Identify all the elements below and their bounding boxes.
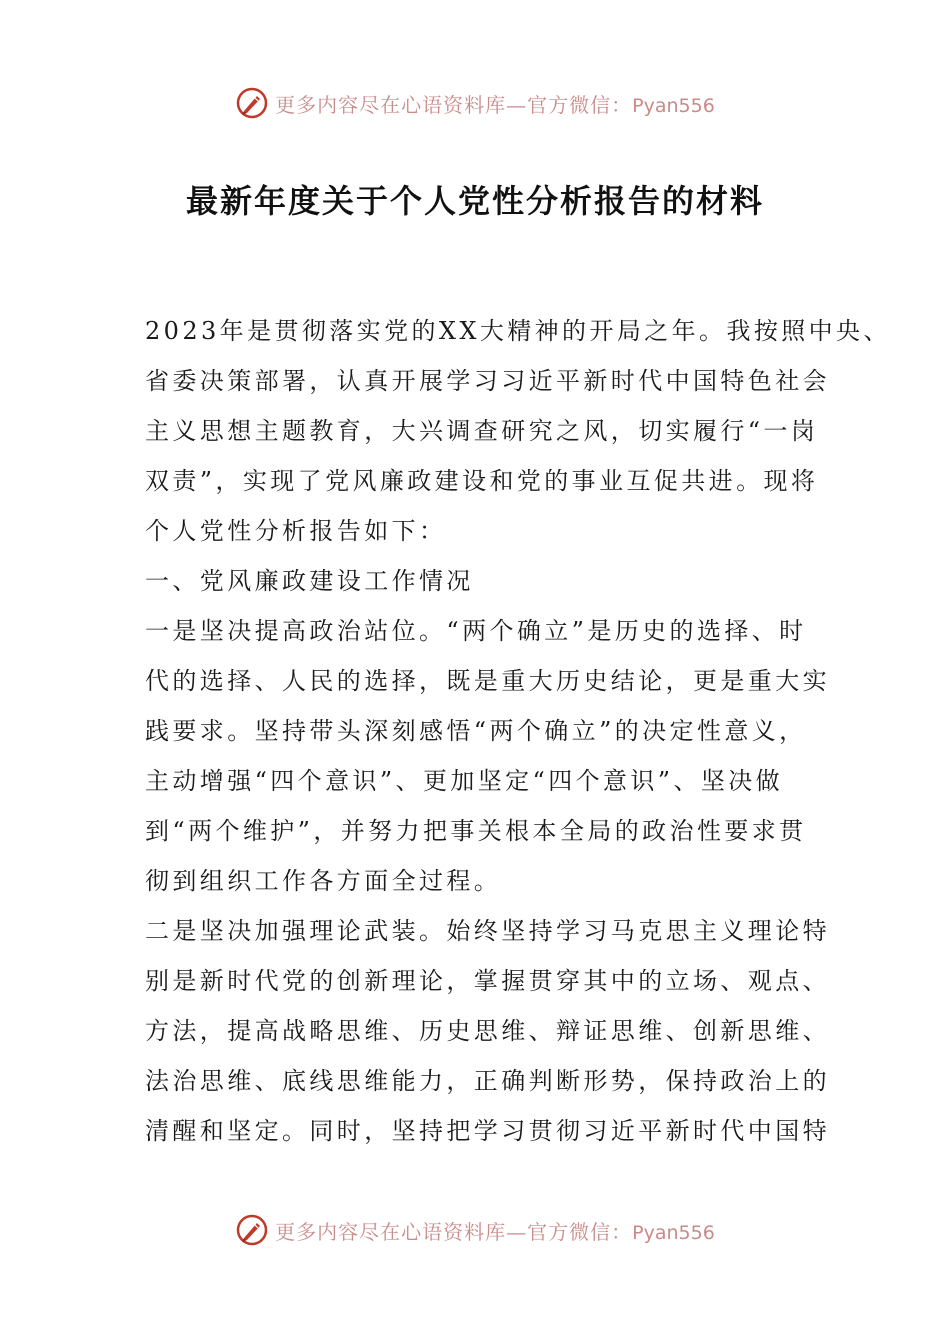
watermark-text	[275, 89, 715, 118]
body-line: 代的选择、人民的选择，既是重大历史结论，更是重大实	[145, 667, 830, 695]
watermark-brand: 更多内容尽在心语资料库—官方微信：	[275, 1219, 633, 1244]
body-line: 主动增强“四个意识”、更加坚定“四个意识”、坚决做	[145, 767, 784, 795]
footer-watermark	[0, 1210, 950, 1250]
body-line: 践要求。坚持带头深刻感悟“两个确立”的决定性意义，	[145, 717, 807, 745]
document-title: 最新年度关于个人党性分析报告的材料	[185, 182, 764, 220]
header-watermark	[0, 83, 950, 123]
body-line: 双责”，实现了党风廉政建设和党的事业互促共进。现将	[145, 467, 819, 495]
body-line: 法治思维、底线思维能力，正确判断形势，保持政治上的	[145, 1067, 830, 1095]
body-line: 二是坚决加强理论武装。始终坚持学习马克思主义理论特	[145, 917, 830, 945]
body-line: 别是新时代党的创新理论，掌握贯穿其中的立场、观点、	[145, 967, 830, 995]
body-line: 一是坚决提高政治站位。“两个确立”是历史的选择、时	[145, 617, 807, 645]
body-line: 彻到组织工作各方面全过程。	[145, 867, 502, 895]
body-line: 方法，提高战略思维、历史思维、辩证思维、创新思维、	[145, 1017, 830, 1045]
body-line: 2023年是贯彻落实党的XX大精神的开局之年。我按照中央、	[145, 317, 891, 345]
watermark-brand: 更多内容尽在心语资料库—官方微信：	[275, 92, 633, 117]
watermark-text	[275, 1216, 715, 1245]
watermark-wechat-id: Pyan556	[632, 94, 715, 117]
document-body	[145, 306, 891, 1156]
pen-logo-icon	[235, 1213, 269, 1247]
body-line: 个人党性分析报告如下：	[145, 517, 447, 545]
body-line: 省委决策部署，认真开展学习习近平新时代中国特色社会	[145, 367, 830, 395]
body-line: 清醒和坚定。同时，坚持把学习贯彻习近平新时代中国特	[145, 1117, 830, 1145]
pen-logo-icon	[235, 86, 269, 120]
body-line: 主义思想主题教育，大兴调查研究之风，切实履行“一岗	[145, 417, 819, 445]
watermark-wechat-id: Pyan556	[632, 1221, 715, 1244]
body-line: 到“两个维护”，并努力把事关根本全局的政治性要求贯	[145, 817, 807, 845]
section-heading: 一、党风廉政建设工作情况	[145, 567, 474, 595]
